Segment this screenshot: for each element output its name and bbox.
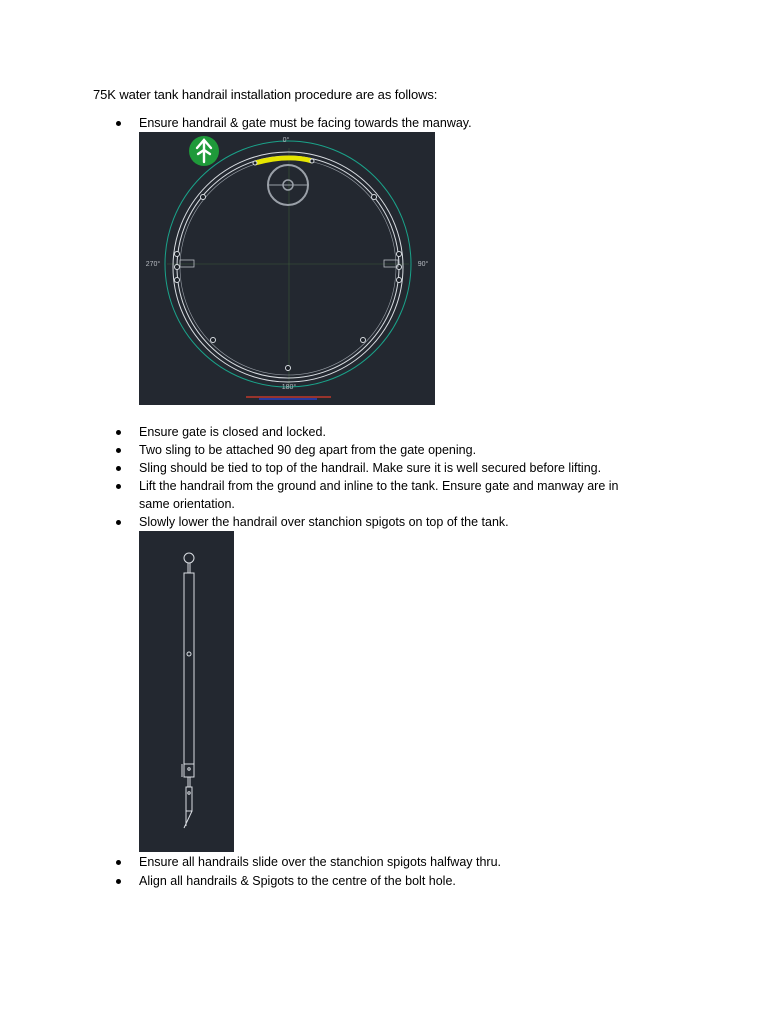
list-item xyxy=(139,853,501,871)
list-item xyxy=(139,477,618,495)
bullet-icon xyxy=(116,466,121,471)
list-item-text: Align all handrails & Spigots to the centre of the bolt hole. xyxy=(139,874,456,888)
bullet-icon xyxy=(116,448,121,453)
label-270deg: 270° xyxy=(145,261,161,268)
north-arrow-icon xyxy=(189,136,219,166)
label-0deg: 0° xyxy=(282,137,290,144)
bullet-icon xyxy=(116,430,121,435)
bullet-icon xyxy=(116,879,121,884)
bullet-icon xyxy=(116,520,121,525)
tank-top-view-drawing xyxy=(139,132,435,405)
list-item xyxy=(139,441,476,459)
list-item-text: Ensure handrail & gate must be facing towards the manway. xyxy=(139,116,472,130)
bullet-icon xyxy=(116,121,121,126)
list-item xyxy=(139,459,601,477)
list-item xyxy=(139,872,456,890)
list-item-text: Two sling to be attached 90 deg apart from the gate opening. xyxy=(139,443,477,457)
bullet-icon xyxy=(116,484,121,489)
bullet-icon xyxy=(116,860,121,865)
label-90deg: 90° xyxy=(417,261,429,268)
list-item-continuation xyxy=(139,495,235,513)
page-title: 75K water tank handrail installation procedure are as follows: xyxy=(93,87,438,102)
list-item xyxy=(139,513,509,531)
stanchion-elevation-drawing xyxy=(139,531,234,852)
list-item-text: same orientation. xyxy=(139,497,235,511)
list-item-text: Slowly lower the handrail over stanchion spigots on top of the tank. xyxy=(139,515,509,529)
manway-icon xyxy=(268,165,308,205)
stanchion-elevation-icon xyxy=(139,531,234,852)
list-item xyxy=(139,114,472,132)
list-item xyxy=(139,423,326,441)
list-item-text: Ensure gate is closed and locked. xyxy=(139,425,326,439)
list-item-text: Ensure all handrails slide over the stanchion spigots halfway thru. xyxy=(139,855,502,869)
label-180deg: 180° xyxy=(281,384,297,391)
list-item-text: Lift the handrail from the ground and inline to the tank. Ensure gate and manway are in xyxy=(139,479,619,493)
list-item-text: Sling should be tied to top of the handrail. Make sure it is well secured before lifting. xyxy=(139,461,602,475)
